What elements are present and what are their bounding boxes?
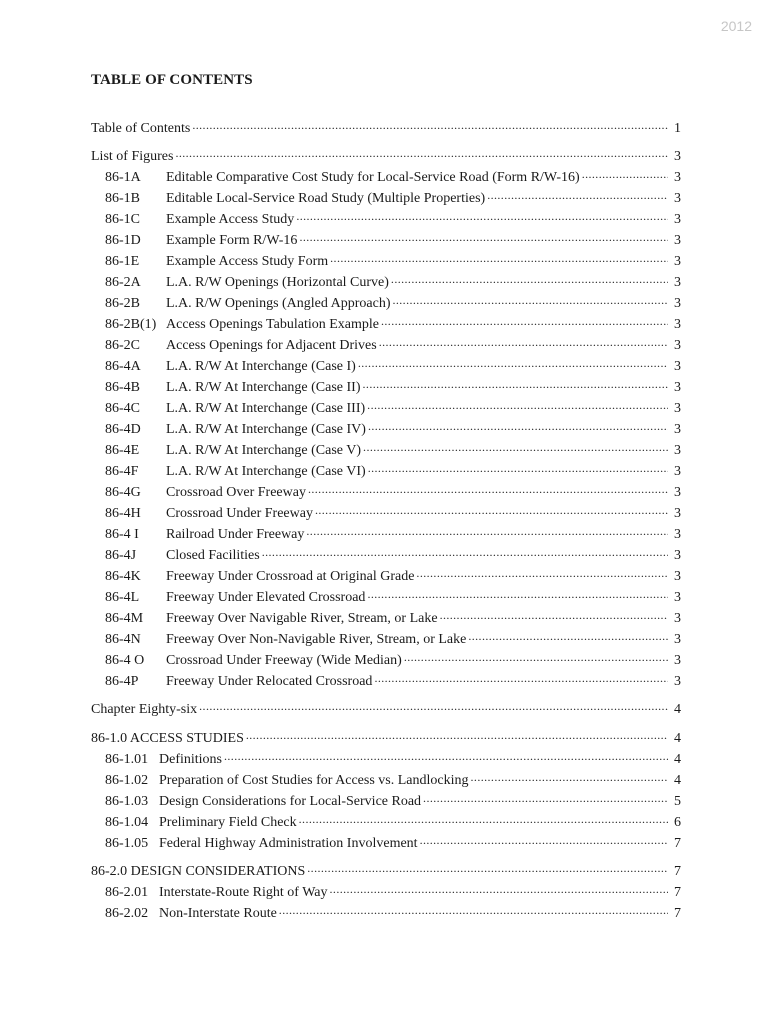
dot-leader xyxy=(487,190,668,202)
entry-number: 86-1A xyxy=(105,170,141,185)
dot-leader xyxy=(299,814,668,826)
dot-leader xyxy=(391,274,668,286)
entry-label: Freeway Over Navigable River, Stream, or Lake xyxy=(166,611,438,626)
figure-entry[interactable] xyxy=(105,546,681,566)
entry-number: 86-4C xyxy=(105,401,140,416)
figure-entry[interactable] xyxy=(105,336,681,356)
entry-number: 86-1E xyxy=(105,254,140,269)
figure-entry[interactable] xyxy=(105,399,681,419)
entry-page-number: 3 xyxy=(674,548,681,563)
entry-label: Access Openings Tabulation Example xyxy=(166,317,379,332)
entry-label: L.A. R/W At Interchange (Case VI) xyxy=(166,464,366,479)
figure-entry[interactable] xyxy=(105,462,681,482)
entry-page-number: 3 xyxy=(674,590,681,605)
entry-number: 86-4G xyxy=(105,485,141,500)
dot-leader xyxy=(262,547,668,559)
dot-leader xyxy=(468,631,668,643)
entry-label: Editable Local-Service Road Study (Multiple Properties) xyxy=(166,191,486,206)
entry-label: L.A. R/W At Interchange (Case IV) xyxy=(166,422,366,437)
page-title: TABLE OF CONTENTS xyxy=(91,72,253,88)
entry-label: Table of Contents xyxy=(91,121,191,136)
toc-entry[interactable] xyxy=(91,729,681,749)
entry-page-number: 1 xyxy=(674,121,681,136)
dot-leader xyxy=(363,442,668,454)
dot-leader xyxy=(246,730,668,742)
dot-leader xyxy=(368,463,668,475)
entry-page-number: 6 xyxy=(674,815,681,830)
entry-page-number: 5 xyxy=(674,794,681,809)
entry-number: 86-1B xyxy=(105,191,140,206)
dot-leader xyxy=(368,421,668,433)
section-entry[interactable] xyxy=(105,792,681,812)
dot-leader xyxy=(315,505,668,517)
entry-label: Access Openings for Adjacent Drives xyxy=(166,338,377,353)
dot-leader xyxy=(471,772,668,784)
dot-leader xyxy=(423,793,668,805)
dot-leader xyxy=(192,120,668,132)
figure-entry[interactable] xyxy=(105,231,681,251)
section-entry[interactable] xyxy=(105,904,681,924)
entry-page-number: 3 xyxy=(674,674,681,689)
entry-page-number: 7 xyxy=(674,885,681,900)
toc-entry[interactable] xyxy=(91,700,681,720)
entry-number: 86-4A xyxy=(105,359,141,374)
figure-entry[interactable] xyxy=(105,441,681,461)
entry-page-number: 3 xyxy=(674,632,681,647)
dot-leader xyxy=(199,701,668,713)
entry-label: L.A. R/W Openings (Horizontal Curve) xyxy=(166,275,389,290)
dot-leader xyxy=(299,232,668,244)
entry-label: Example Access Study xyxy=(166,212,295,227)
entry-number: 86-4J xyxy=(105,548,137,563)
entry-label: L.A. R/W At Interchange (Case V) xyxy=(166,443,362,458)
entry-number: 86-4 O xyxy=(105,653,145,668)
entry-page-number: 4 xyxy=(674,773,681,788)
entry-label: L.A. R/W At Interchange (Case I) xyxy=(166,359,356,374)
figure-entry[interactable] xyxy=(105,378,681,398)
dot-leader xyxy=(358,358,668,370)
entry-page-number: 3 xyxy=(674,212,681,227)
dot-leader xyxy=(440,610,668,622)
figure-entry[interactable] xyxy=(105,210,681,230)
entry-page-number: 4 xyxy=(674,752,681,767)
entry-page-number: 3 xyxy=(674,527,681,542)
entry-number: 86-4F xyxy=(105,464,139,479)
figure-entry[interactable] xyxy=(105,504,681,524)
figure-entry[interactable] xyxy=(105,651,681,671)
figure-entry[interactable] xyxy=(105,630,681,650)
dot-leader xyxy=(296,211,668,223)
dot-leader xyxy=(307,863,668,875)
entry-page-number: 3 xyxy=(674,254,681,269)
entry-label: List of Figures xyxy=(91,149,174,164)
entry-page-number: 3 xyxy=(674,233,681,248)
entry-label: Interstate-Route Right of Way xyxy=(159,885,328,900)
entry-number: 86-2A xyxy=(105,275,141,290)
entry-label: 86-2.0 DESIGN CONSIDERATIONS xyxy=(91,864,306,879)
entry-number: 86-4N xyxy=(105,632,141,647)
dot-leader xyxy=(306,526,668,538)
dot-leader xyxy=(279,905,668,917)
entry-number: 86-4K xyxy=(105,569,141,584)
dot-leader xyxy=(420,835,668,847)
entry-label: Crossroad Over Freeway xyxy=(166,485,306,500)
entry-label: Federal Highway Administration Involvement xyxy=(159,836,418,851)
entry-page-number: 3 xyxy=(674,443,681,458)
dot-leader xyxy=(330,884,668,896)
dot-leader xyxy=(416,568,668,580)
entry-number: 86-2B(1) xyxy=(105,317,157,332)
dot-leader xyxy=(330,253,668,265)
figure-entry[interactable] xyxy=(105,672,681,692)
entry-number: 86-1.03 xyxy=(105,794,149,809)
dot-leader xyxy=(308,484,668,496)
toc-entry[interactable] xyxy=(91,862,681,882)
dot-leader xyxy=(363,379,668,391)
figure-entry[interactable] xyxy=(105,420,681,440)
figure-entry[interactable] xyxy=(105,588,681,608)
entry-page-number: 3 xyxy=(674,506,681,521)
entry-page-number: 3 xyxy=(674,338,681,353)
entry-label: Freeway Under Elevated Crossroad xyxy=(166,590,366,605)
entry-label: Closed Facilities xyxy=(166,548,260,563)
dot-leader xyxy=(224,751,668,763)
dot-leader xyxy=(582,169,668,181)
dot-leader xyxy=(367,400,668,412)
entry-page-number: 7 xyxy=(674,906,681,921)
dot-leader xyxy=(175,148,668,160)
dot-leader xyxy=(381,316,668,328)
figure-entry[interactable] xyxy=(105,483,681,503)
entry-label: Definitions xyxy=(159,752,222,767)
entry-label: Crossroad Under Freeway xyxy=(166,506,313,521)
section-entry[interactable] xyxy=(105,813,681,833)
entry-label: 86-1.0 ACCESS STUDIES xyxy=(91,731,244,746)
entry-number: 86-4B xyxy=(105,380,140,395)
entry-label: Railroad Under Freeway xyxy=(166,527,305,542)
entry-label: Chapter Eighty-six xyxy=(91,702,198,717)
entry-number: 86-2.02 xyxy=(105,906,149,921)
entry-label: Freeway Under Relocated Crossroad xyxy=(166,674,373,689)
entry-page-number: 7 xyxy=(674,836,681,851)
entry-page-number: 3 xyxy=(674,422,681,437)
figure-entry[interactable] xyxy=(105,567,681,587)
entry-label: Crossroad Under Freeway (Wide Median) xyxy=(166,653,402,668)
figure-entry[interactable] xyxy=(105,315,681,335)
entry-label: Editable Comparative Cost Study for Local-Service Road (Form R/W-16) xyxy=(166,170,580,185)
entry-page-number: 3 xyxy=(674,653,681,668)
entry-label: L.A. R/W At Interchange (Case III) xyxy=(166,401,366,416)
entry-number: 86-1.05 xyxy=(105,836,149,851)
figure-entry[interactable] xyxy=(105,189,681,209)
section-entry[interactable] xyxy=(105,771,681,791)
figure-entry[interactable] xyxy=(105,357,681,377)
entry-number: 86-4M xyxy=(105,611,144,626)
entry-number: 86-4E xyxy=(105,443,140,458)
dot-leader xyxy=(404,652,668,664)
entry-page-number: 3 xyxy=(674,191,681,206)
entry-page-number: 3 xyxy=(674,275,681,290)
entry-label: Preliminary Field Check xyxy=(159,815,297,830)
dot-leader xyxy=(379,337,668,349)
entry-label: L.A. R/W At Interchange (Case II) xyxy=(166,380,361,395)
entry-number: 86-2.01 xyxy=(105,885,149,900)
entry-page-number: 3 xyxy=(674,380,681,395)
entry-number: 86-1.04 xyxy=(105,815,149,830)
entry-label: Freeway Over Non-Navigable River, Stream, or Lake xyxy=(166,632,467,647)
figure-entry[interactable] xyxy=(105,525,681,545)
entry-page-number: 3 xyxy=(674,296,681,311)
entry-number: 86-4 I xyxy=(105,527,139,542)
entry-page-number: 3 xyxy=(674,401,681,416)
entry-label: Preparation of Cost Studies for Access vs. Landlocking xyxy=(159,773,469,788)
entry-page-number: 3 xyxy=(674,170,681,185)
dot-leader xyxy=(374,673,668,685)
entry-page-number: 7 xyxy=(674,864,681,879)
figure-entry[interactable] xyxy=(105,294,681,314)
entry-label: Example Access Study Form xyxy=(166,254,329,269)
entry-label: Freeway Under Crossroad at Original Grade xyxy=(166,569,415,584)
entry-page-number: 3 xyxy=(674,611,681,626)
entry-number: 86-1.01 xyxy=(105,752,149,767)
entry-page-number: 3 xyxy=(674,464,681,479)
toc-entry[interactable] xyxy=(91,147,681,167)
entry-number: 86-1.02 xyxy=(105,773,149,788)
entry-label: Example Form R/W-16 xyxy=(166,233,298,248)
entry-number: 86-4D xyxy=(105,422,141,437)
toc-entry[interactable] xyxy=(91,119,681,139)
dot-leader xyxy=(367,589,668,601)
entry-page-number: 3 xyxy=(674,317,681,332)
entry-label: Design Considerations for Local-Service Road xyxy=(159,794,422,809)
entry-page-number: 4 xyxy=(674,702,681,717)
figure-entry[interactable] xyxy=(105,273,681,293)
entry-number: 86-4P xyxy=(105,674,139,689)
entry-number: 86-1D xyxy=(105,233,141,248)
dot-leader xyxy=(392,295,668,307)
entry-number: 86-4H xyxy=(105,506,141,521)
figure-entry[interactable] xyxy=(105,168,681,188)
entry-page-number: 3 xyxy=(674,149,681,164)
section-entry[interactable] xyxy=(105,834,681,854)
entry-page-number: 3 xyxy=(674,359,681,374)
entry-number: 86-2C xyxy=(105,338,140,353)
entry-page-number: 4 xyxy=(674,731,681,746)
entry-page-number: 3 xyxy=(674,485,681,500)
entry-number: 86-1C xyxy=(105,212,140,227)
entry-number: 86-4L xyxy=(105,590,140,605)
section-entry[interactable] xyxy=(105,750,681,770)
figure-entry[interactable] xyxy=(105,252,681,272)
page-year: 2012 xyxy=(720,18,752,34)
section-entry[interactable] xyxy=(105,883,681,903)
entry-label: L.A. R/W Openings (Angled Approach) xyxy=(166,296,391,311)
figure-entry[interactable] xyxy=(105,609,681,629)
entry-label: Non-Interstate Route xyxy=(159,906,277,921)
entry-number: 86-2B xyxy=(105,296,140,311)
entry-page-number: 3 xyxy=(674,569,681,584)
